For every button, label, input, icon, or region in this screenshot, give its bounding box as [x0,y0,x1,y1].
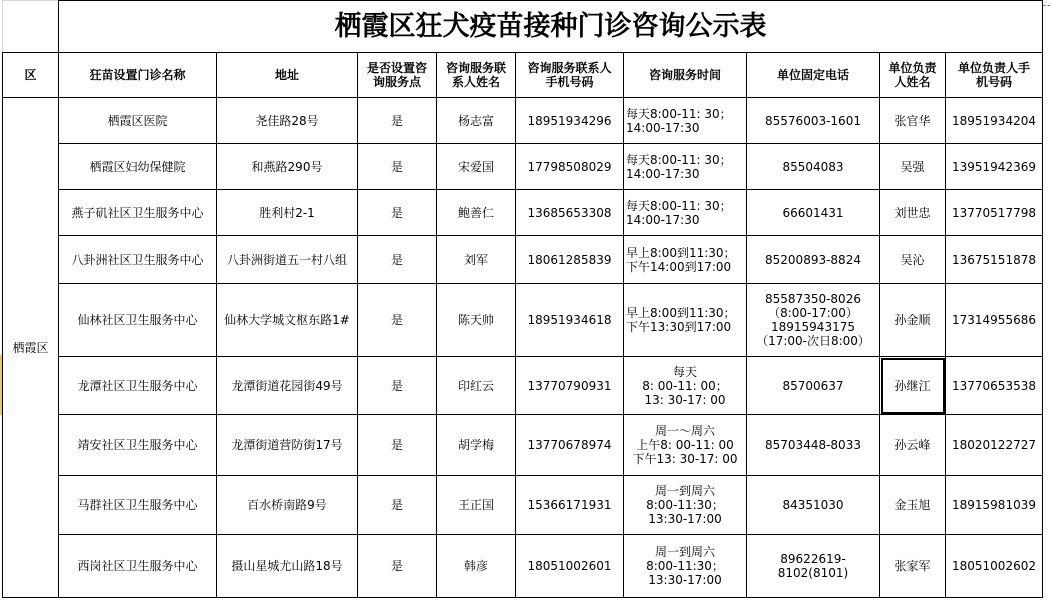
header-line: 是否设置咨 [366,61,427,75]
cell-line: 14:00-17:30 [626,212,700,227]
address-cell[interactable]: 胜利村2-1 [217,190,358,236]
contact-phone-cell[interactable]: 15366171931 [516,476,624,535]
leader-phone-cell[interactable]: 13770517798 [946,190,1043,236]
spreadsheet-grid [2,0,1043,598]
landline-cell[interactable] [747,190,880,236]
contact-cell[interactable]: 韩彦 [437,535,516,598]
header-line: 机号码 [975,75,1012,89]
hours-cell[interactable] [624,236,747,284]
leader-phone-cell[interactable]: 18020122727 [946,415,1043,476]
cell-line: 每天 [672,364,697,379]
cell-line: 周一到周六 [654,484,715,498]
cell-line: 早上8:00到11:30； [626,306,736,320]
cell-line: 14:00-17:30 [626,166,700,181]
clinic-cell[interactable]: 栖霞区医院 [59,98,217,144]
table-row [3,284,1043,357]
cell-line: 85587350-8026 [765,292,861,306]
header-hours[interactable]: 咨询服务时间 [624,53,747,98]
clinic-cell[interactable]: 靖安社区卫生服务中心 [59,415,217,476]
leader-phone-cell[interactable]: 13675151878 [946,236,1043,284]
contact-phone-cell[interactable]: 18951934618 [516,284,624,357]
cell-line: 上午8: 00-11: 00 [636,438,734,452]
cell-line: 85200893-8824 [765,252,861,267]
leader-cell[interactable]: 刘世忠 [880,190,946,236]
is-point-cell[interactable]: 是 [358,284,437,357]
cell-line: 13:30-17:00 [648,573,722,587]
cell-line: 8:00-11:30； [646,498,724,512]
landline-cell[interactable] [747,284,880,357]
address-cell[interactable]: 摄山星城尤山路18号 [217,535,358,598]
contact-phone-cell[interactable]: 17798508029 [516,144,624,190]
hours-cell[interactable] [624,98,747,144]
cell-line: 85576003-1601 [765,113,861,128]
leader-phone-cell[interactable]: 13951942369 [946,144,1043,190]
table-row [3,476,1043,535]
contact-cell[interactable]: 鲍善仁 [437,190,516,236]
is-point-cell[interactable]: 是 [358,535,437,598]
header-is-point[interactable] [358,53,437,98]
cell-line: （8:00-17:00） [768,306,858,320]
address-cell[interactable]: 尧佳路28号 [217,98,358,144]
hours-cell[interactable] [624,144,747,190]
table-row [3,357,1043,415]
header-line: 单位负责人手 [957,61,1030,75]
cell-line: 每天8:00-11: 30； [626,198,732,213]
hours-cell[interactable] [624,357,747,415]
contact-cell[interactable]: 刘军 [437,236,516,284]
landline-cell[interactable] [747,357,880,415]
cell-line: 周一～周六 [654,424,715,438]
leader-phone-cell[interactable]: 18951934204 [946,98,1043,144]
header-line: 手机号码 [545,75,594,89]
header-contact[interactable] [437,53,516,98]
hours-cell[interactable] [624,284,747,357]
hours-cell[interactable] [624,476,747,535]
leader-cell[interactable]: 吴强 [880,144,946,190]
landline-cell[interactable] [747,236,880,284]
is-point-cell[interactable]: 是 [358,98,437,144]
cell-line: 85700637 [782,378,844,393]
header-contact-phone[interactable] [516,53,624,98]
address-cell[interactable]: 八卦洲街道五一村八组 [217,236,358,284]
page-break-marker [1043,0,1050,6]
address-cell[interactable]: 龙潭街道花园街49号 [217,357,358,415]
header-row [3,53,1043,98]
contact-cell[interactable]: 杨志富 [437,98,516,144]
cell-line: 下午13:30到17:00 [626,320,732,334]
cell-line: 早上8:00到11:30； [626,245,736,260]
header-line: 单位负责 [888,61,937,75]
cell-line: 下午14:00到17:00 [626,259,732,274]
header-leader[interactable] [880,53,946,98]
sheet-title[interactable]: 栖霞区狂犬疫苗接种门诊咨询公示表 [59,1,1043,53]
contact-cell[interactable]: 印红云 [437,357,516,415]
cell-line: 85703448-8033 [765,438,861,452]
address-cell[interactable]: 龙潭街道营防街17号 [217,415,358,476]
clinic-cell[interactable]: 西岗社区卫生服务中心 [59,535,217,598]
header-line: 系人姓名 [451,75,500,89]
blank-cell[interactable] [3,1,59,53]
is-point-cell[interactable]: 是 [358,357,437,415]
cell-line: 14:00-17:30 [626,120,700,135]
header-leader-phone[interactable] [946,53,1043,98]
leader-phone-cell[interactable]: 13770653538 [946,357,1043,415]
cell-line: 每天8:00-11: 30； [626,106,732,121]
address-cell[interactable]: 仙林大学城文枢东路1# [217,284,358,357]
clinic-cell[interactable]: 马群社区卫生服务中心 [59,476,217,535]
contact-phone-cell[interactable]: 13770790931 [516,357,624,415]
leader-cell[interactable]: 孙金顺 [880,284,946,357]
contact-cell[interactable]: 宋爱国 [437,144,516,190]
contact-phone-cell[interactable]: 13685653308 [516,190,624,236]
hours-cell[interactable] [624,415,747,476]
cell-line: （17:00-次日8:00） [756,334,870,348]
contact-cell[interactable]: 王正国 [437,476,516,535]
title-row [3,1,1043,53]
is-point-cell[interactable]: 是 [358,415,437,476]
cell-line: 13: 30-17: 00 [644,392,726,407]
header-address[interactable]: 地址 [217,53,358,98]
cell-line: 18915943175 [771,320,855,334]
table-row [3,415,1043,476]
clinic-cell[interactable]: 八卦洲社区卫生服务中心 [59,236,217,284]
clinic-cell[interactable]: 栖霞区妇幼保健院 [59,144,217,190]
cell-line: 8: 00-11: 00； [642,378,728,393]
header-line: 咨询服务联系人 [527,61,612,75]
table-row [3,535,1043,598]
contact-phone-cell[interactable]: 13770678974 [516,415,624,476]
landline-cell[interactable] [747,144,880,190]
contact-cell[interactable]: 陈天帅 [437,284,516,357]
header-line: 人姓名 [894,75,931,89]
hours-cell[interactable] [624,535,747,598]
is-point-cell[interactable]: 是 [358,190,437,236]
is-point-cell[interactable]: 是 [358,476,437,535]
table-row [3,144,1043,190]
leader-cell[interactable]: 张家军 [880,535,946,598]
cell-line: 周一到周六 [654,545,715,559]
table-row [3,236,1043,284]
cell-line: 下午13: 30-17: 00 [632,452,738,466]
landline-cell[interactable] [747,415,880,476]
header-district[interactable]: 区 [3,53,59,98]
is-point-cell[interactable]: 是 [358,236,437,284]
header-landline[interactable]: 单位固定电话 [747,53,880,98]
landline-cell[interactable] [747,476,880,535]
header-line: 询服务点 [372,75,421,89]
clinic-cell[interactable]: 仙林社区卫生服务中心 [59,284,217,357]
leader-cell[interactable]: 孙继江 [880,357,946,415]
district-cell[interactable]: 栖霞区 [3,98,59,598]
cell-line: 每天8:00-11: 30； [626,152,732,167]
leader-phone-cell[interactable]: 18915981039 [946,476,1043,535]
contact-phone-cell[interactable]: 18051002601 [516,535,624,598]
leader-cell[interactable]: 金玉旭 [880,476,946,535]
clinic-cell[interactable]: 燕子矶社区卫生服务中心 [59,190,217,236]
cell-line: 8:00-11:30； [646,559,724,573]
leader-cell[interactable]: 张官华 [880,98,946,144]
header-clinic[interactable]: 狂苗设置门诊名称 [59,53,217,98]
leader-phone-cell[interactable]: 18051002602 [946,535,1043,598]
cell-line: 85504083 [782,159,844,174]
leader-cell[interactable]: 吴沁 [880,236,946,284]
address-cell[interactable]: 和燕路290号 [217,144,358,190]
clinic-cell[interactable]: 龙潭社区卫生服务中心 [59,357,217,415]
cell-line: 13:30-17:00 [648,512,722,526]
contact-phone-cell[interactable]: 18061285839 [516,236,624,284]
table-row [3,98,1043,144]
leader-phone-cell[interactable]: 17314955686 [946,284,1043,357]
cell-line: 66601431 [782,205,844,220]
landline-cell[interactable] [747,535,880,598]
hours-cell[interactable] [624,190,747,236]
table-row [3,190,1043,236]
address-cell[interactable]: 百水桥南路9号 [217,476,358,535]
header-line: 咨询服务联 [445,61,506,75]
landline-cell[interactable] [747,98,880,144]
contact-phone-cell[interactable]: 18951934296 [516,98,624,144]
contact-cell[interactable]: 胡学梅 [437,415,516,476]
cell-line: 84351030 [782,498,844,512]
cell-line: 8102(8101) [777,566,849,580]
cell-line: 89622619- [780,552,846,566]
is-point-cell[interactable]: 是 [358,144,437,190]
leader-cell[interactable]: 孙云峰 [880,415,946,476]
